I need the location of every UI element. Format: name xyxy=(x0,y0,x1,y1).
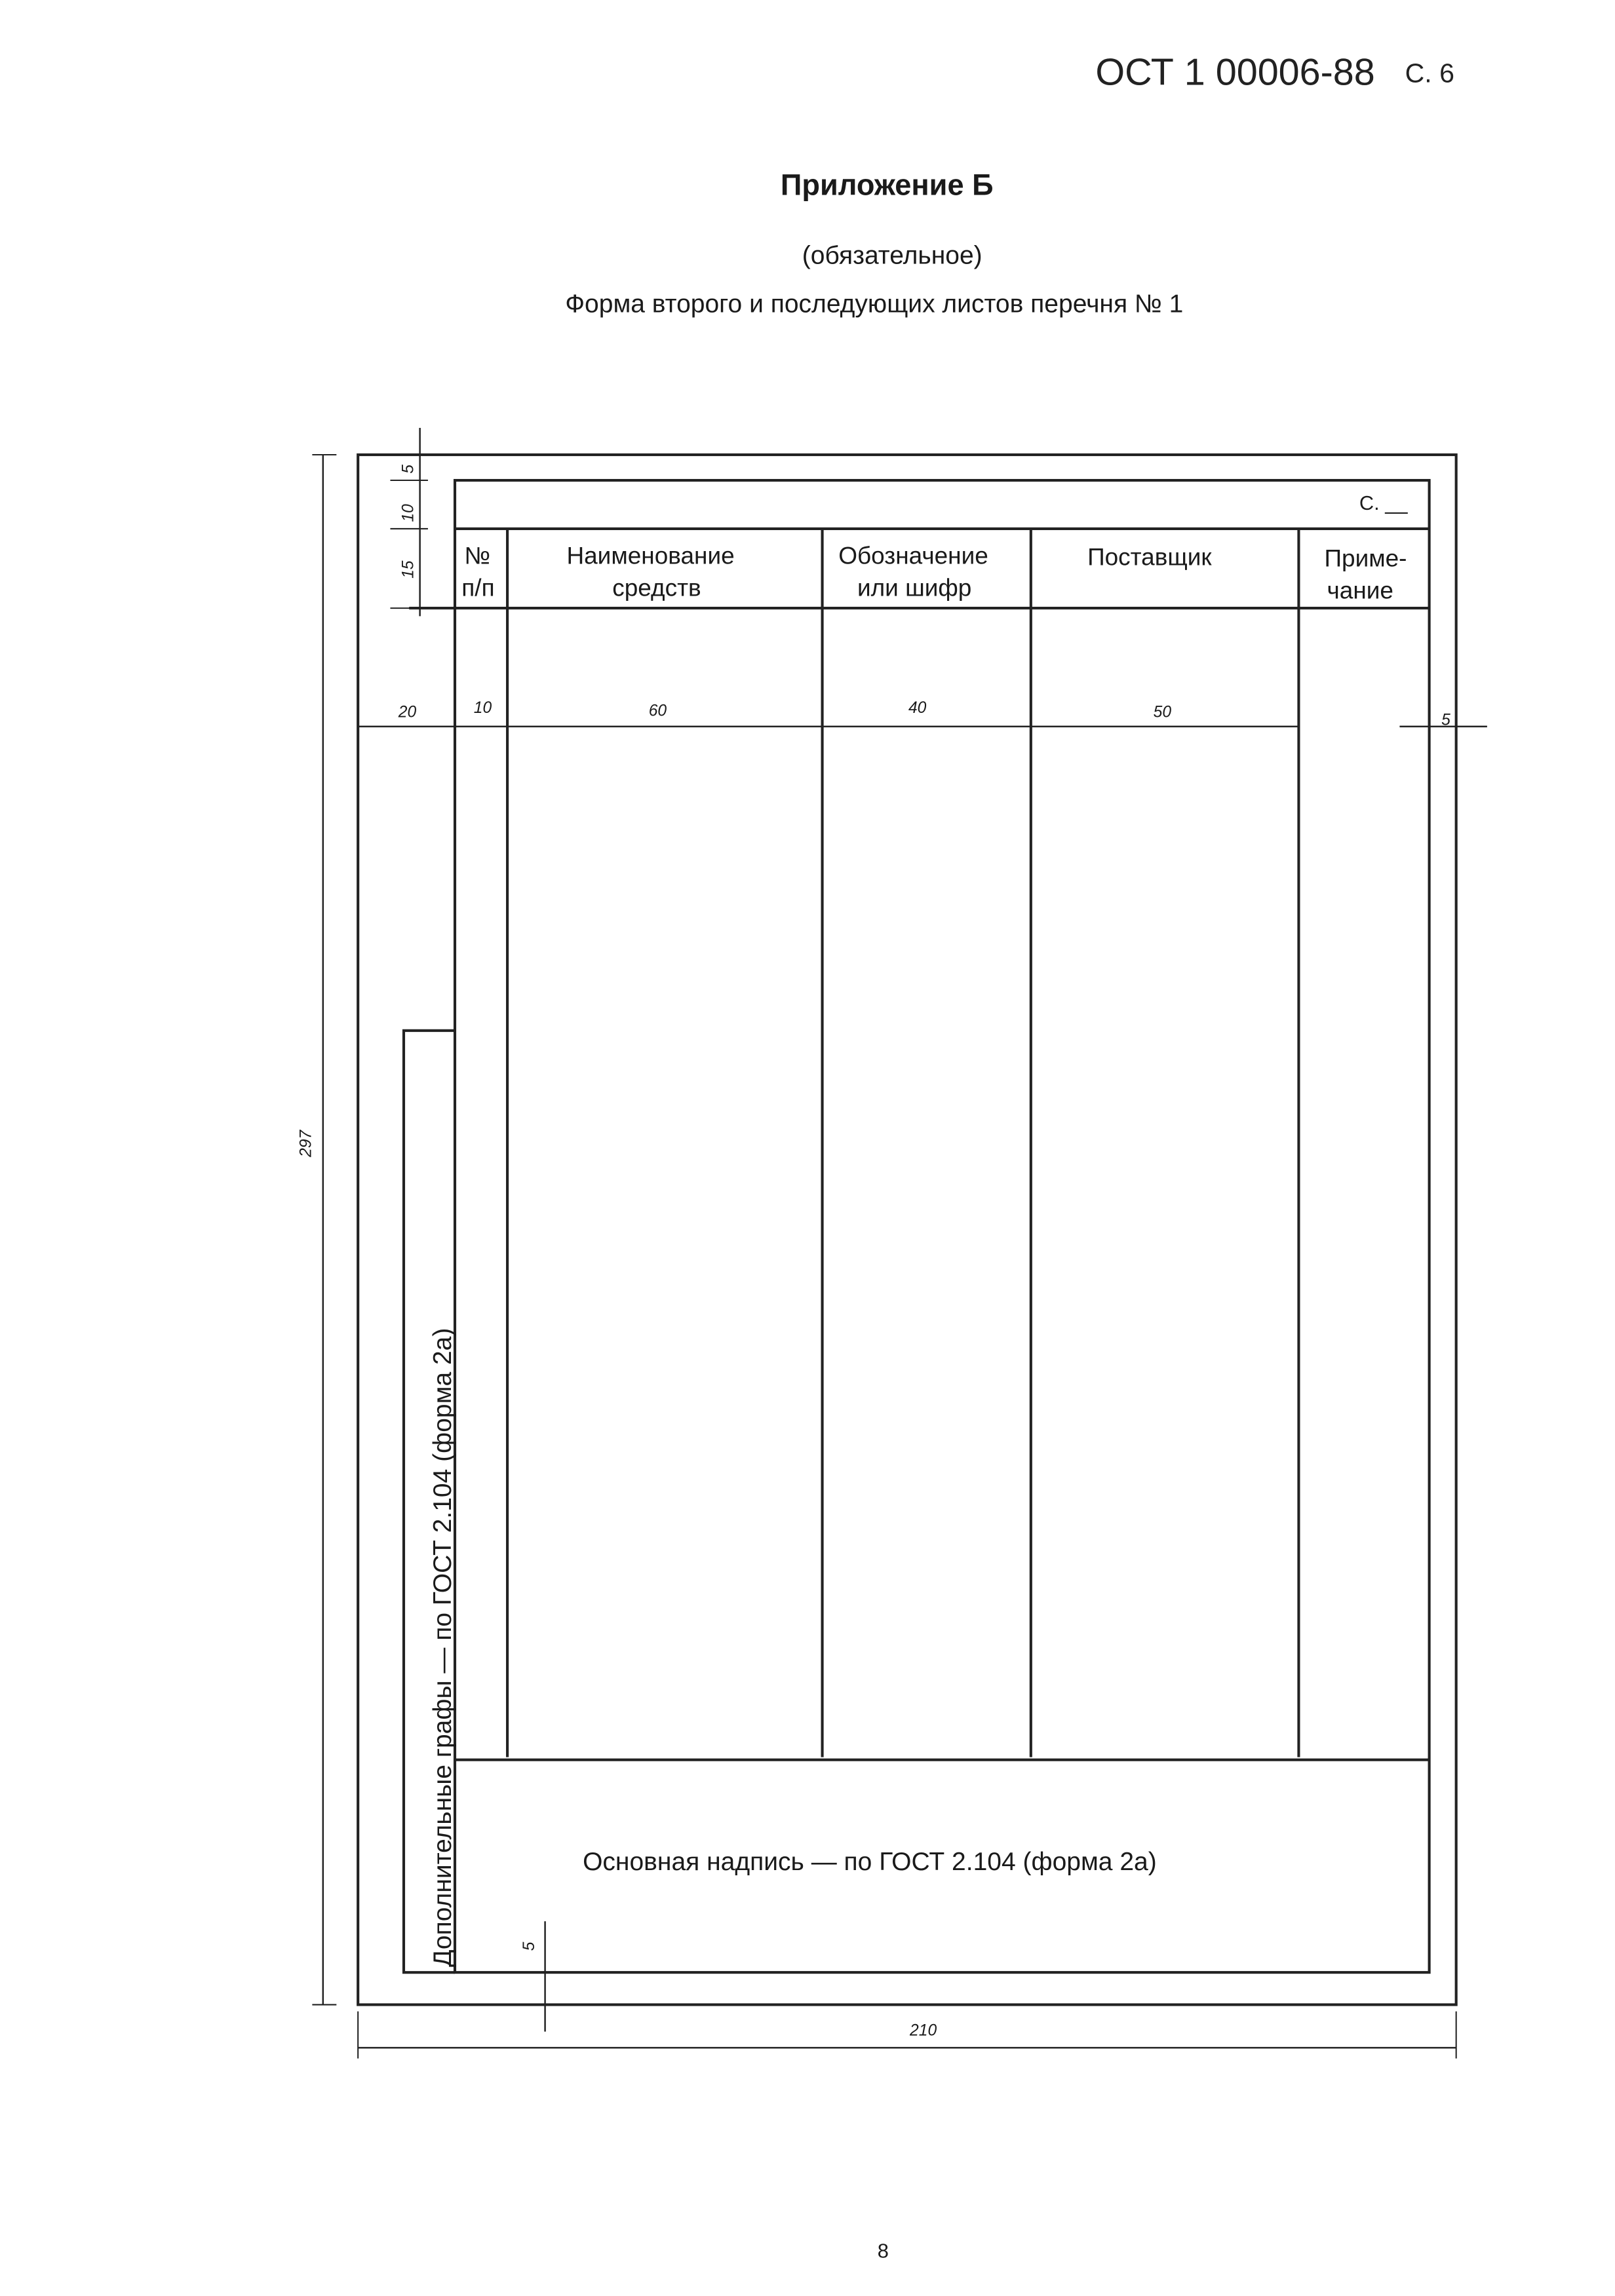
dim-60: 60 xyxy=(648,700,667,720)
dim-20: 20 xyxy=(398,702,417,721)
title-block-label: Основная надпись — по ГОСТ 2.104 (форма 2а) xyxy=(583,1848,1157,1877)
dim-5-top: 5 xyxy=(398,465,418,474)
sheet-outline xyxy=(358,455,1456,2004)
dim-40: 40 xyxy=(908,698,927,718)
col-header-number-line1: № xyxy=(464,542,491,569)
dim-297: 297 xyxy=(296,1130,315,1157)
inner-frame xyxy=(455,480,1430,1972)
dim-210: 210 xyxy=(910,2021,937,2040)
dim-10: 10 xyxy=(398,504,418,522)
page-label: С. __ xyxy=(1359,492,1408,516)
dim-5-right: 5 xyxy=(1441,710,1450,729)
col-header-number-line2: п/п xyxy=(461,574,495,602)
col-header-designation-line2: или шифр xyxy=(857,574,972,602)
sheet-reference: С. 6 xyxy=(1405,59,1454,89)
dim-10-col: 10 xyxy=(473,698,492,718)
doc-code: ОСТ 1 00006-88 xyxy=(1095,51,1375,93)
side-label: Дополнительные графы — по ГОСТ 2.104 (форма 2а) xyxy=(429,1328,458,1967)
form-caption: Форма второго и последующих листов перечня № 1 xyxy=(565,290,1184,319)
col-header-supplier: Поставщик xyxy=(1087,543,1212,571)
dim-5-bottom: 5 xyxy=(519,1942,539,1951)
col-header-designation-line1: Обозначение xyxy=(838,542,988,569)
appendix-status: (обязательное) xyxy=(802,242,983,271)
page-number: 8 xyxy=(877,2240,889,2263)
dim-15: 15 xyxy=(398,560,418,579)
appendix-title: Приложение Б xyxy=(780,168,994,202)
col-header-note-line1: Приме- xyxy=(1324,545,1407,572)
col-header-name-line2: средств xyxy=(612,574,701,602)
col-header-name-line1: Наименование xyxy=(566,542,735,569)
dim-50: 50 xyxy=(1153,702,1172,721)
col-header-note-line2: чание xyxy=(1327,577,1393,604)
